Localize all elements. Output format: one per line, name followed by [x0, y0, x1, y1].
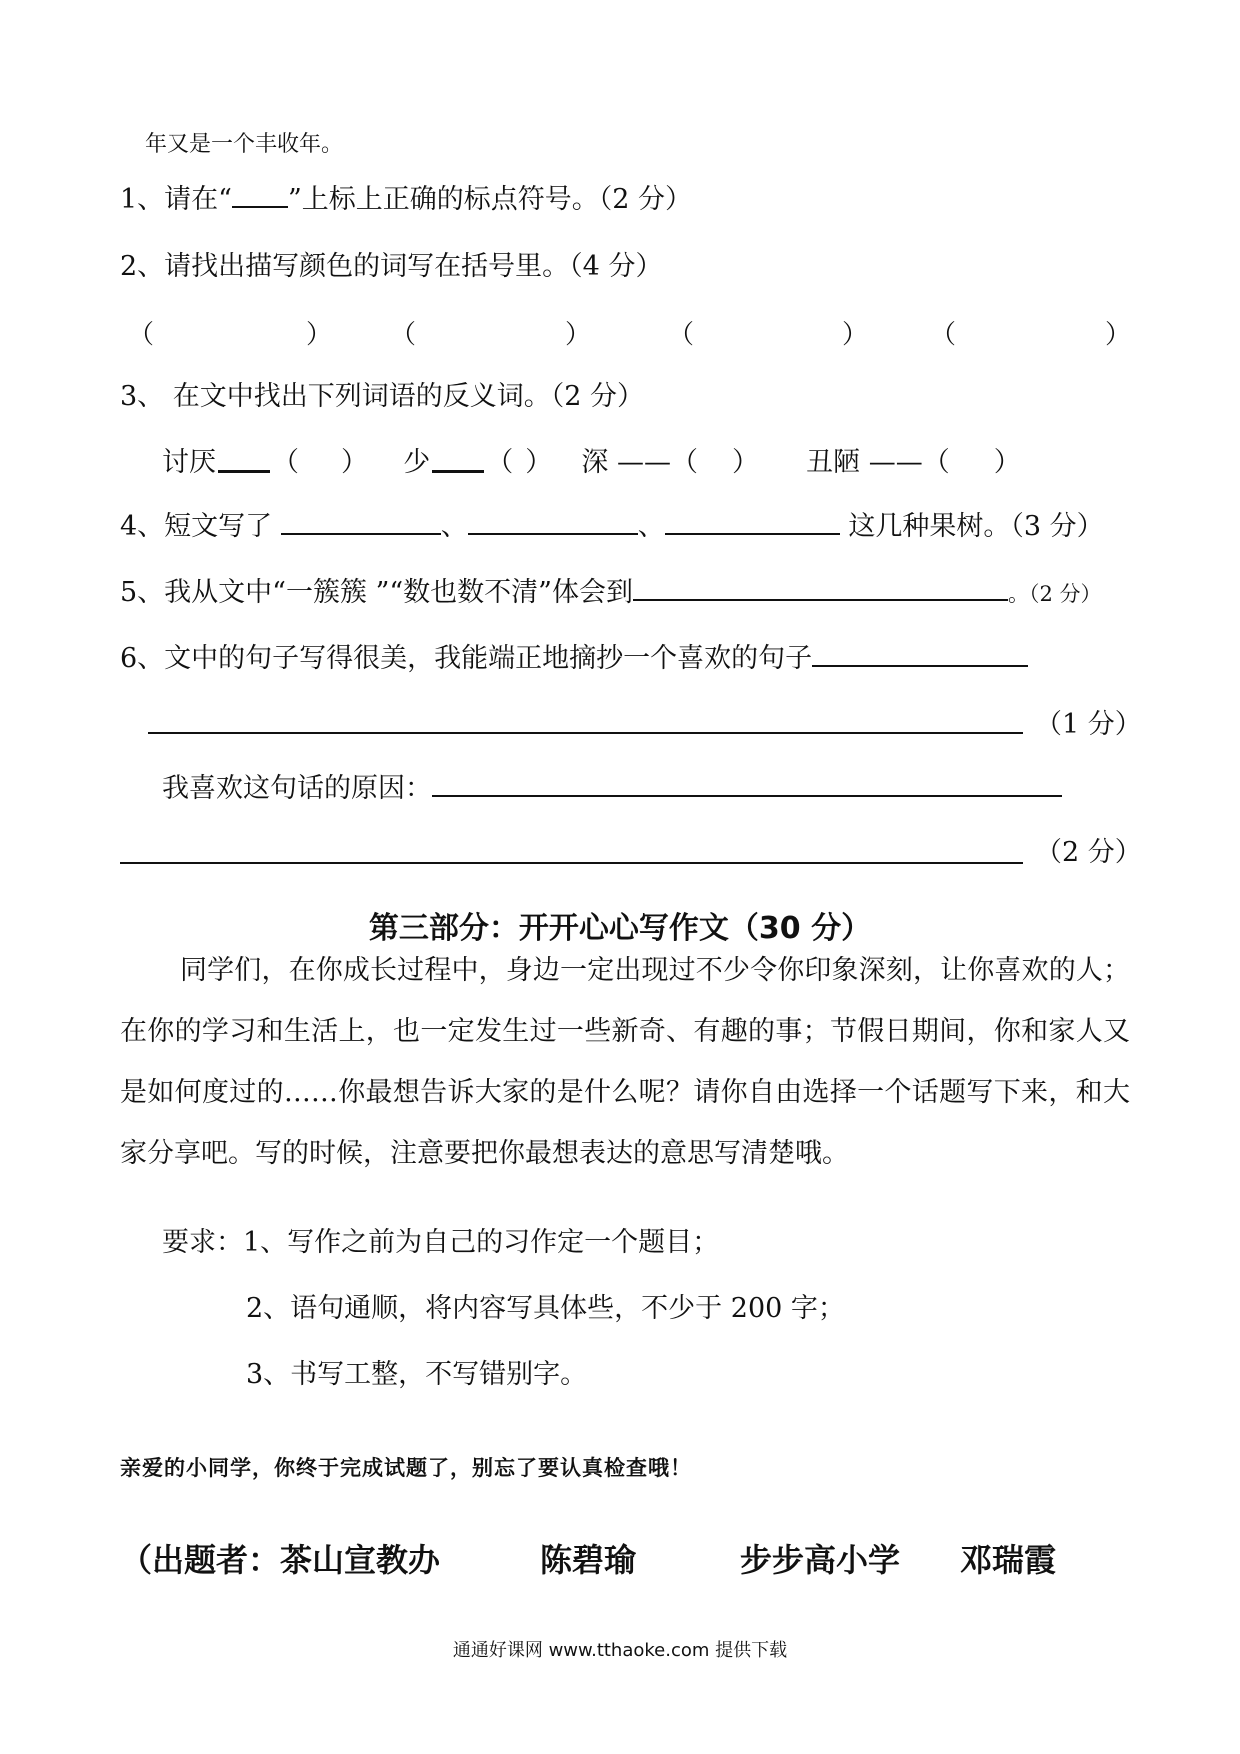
- q4-after: 这几种果树。（3 分）: [848, 511, 1104, 542]
- q1-after: ”上标上正确的标点符号。（2 分）: [287, 184, 693, 215]
- author-name-2: 邓瑞霞: [960, 1541, 1057, 1579]
- antonym-word: 讨厌: [162, 447, 216, 478]
- paren-open: （: [128, 320, 155, 350]
- antonym-word: 丑陋: [806, 447, 861, 478]
- paren-open: （: [272, 447, 299, 478]
- paren-close: ）: [525, 447, 553, 478]
- q1-before: 1、请在“: [120, 184, 232, 215]
- q4-blank-3[interactable]: [665, 511, 840, 535]
- dash: ——: [868, 447, 923, 478]
- section-3-title: 第三部分：开开心心写作文（30 分）: [368, 911, 872, 946]
- dash: [432, 454, 484, 473]
- composition-prompt: 同学们，在你成长过程中，身边一定出现过不少令你印象深刻，让你喜欢的人；在你的学习和生活上，也一定发生过一些新奇、有趣的事；节假日期间，你和家人又是如何度过的……你最想告诉大家的是什么呢？请你自由选择一个话题写下来，和大家分享吧。写的时候，注意要把你最想表达的意思写清楚哦。: [120, 955, 1130, 1169]
- q6-reason-line[interactable]: [120, 862, 1023, 864]
- question-2: 2、请找出描写颜色的词写在括号里。（4 分）: [120, 251, 663, 282]
- separator: 、: [637, 511, 665, 542]
- requirement-2: 2、语句通顺，将内容写具体些，不少于 200 字；: [246, 1293, 845, 1324]
- antonym-word: 少: [403, 447, 431, 478]
- author-credit: （出题者：茶山宣教办: [120, 1541, 441, 1579]
- requirements-label: 要求：: [162, 1227, 243, 1258]
- q3-antonym-row: [162, 446, 1021, 480]
- q6-reason-blank[interactable]: [432, 773, 1062, 797]
- author-school: 步步高小学: [740, 1541, 901, 1579]
- q6-text: 6、文中的句子写得很美，我能端正地摘抄一个喜欢的句子: [120, 643, 813, 674]
- requirement-1: [162, 1226, 719, 1260]
- separator: 、: [440, 511, 468, 542]
- q4-blank-2[interactable]: [468, 511, 638, 535]
- dash: [218, 454, 270, 473]
- question-5: [120, 576, 1102, 611]
- paren-open: （: [390, 320, 417, 350]
- paren-close: ）: [306, 320, 333, 350]
- q1-blank[interactable]: [232, 184, 288, 208]
- requirement-3: 3、书写工整，不写错别字。: [246, 1359, 588, 1390]
- q4-blank-1[interactable]: [281, 511, 441, 535]
- question-6: [120, 642, 1028, 676]
- q6-reason-label: 我喜欢这句话的原因：: [162, 773, 432, 804]
- paren-open: （: [670, 447, 698, 478]
- paren-close: ）: [731, 447, 759, 478]
- requirement-text: 1、写作之前为自己的习作定一个题目；: [243, 1227, 720, 1258]
- paren-close: ）: [1105, 320, 1132, 350]
- paren-open: （: [922, 447, 950, 478]
- q6-score-1: （1 分）: [1035, 709, 1142, 740]
- passage-ending: 年又是一个丰收年。: [145, 132, 344, 157]
- paren-close: ）: [565, 320, 592, 350]
- q6-blank-1[interactable]: [812, 643, 1028, 667]
- question-4: [120, 510, 1104, 544]
- author-name-1: 陈碧瑜: [540, 1541, 637, 1579]
- q5-blank[interactable]: [633, 577, 1008, 601]
- question-3: 3、 在文中找出下列词语的反义词。（2 分）: [120, 381, 645, 412]
- paren-open: （: [486, 447, 514, 478]
- closing-reminder: 亲爱的小同学，你终于完成试题了，别忘了要认真检查哦！: [120, 1456, 692, 1480]
- antonym-word: 深: [581, 447, 609, 478]
- paren-close: ）: [993, 447, 1021, 478]
- dash: ——: [616, 447, 671, 478]
- q6-reason-row: [162, 772, 1062, 806]
- paren-close: ）: [842, 320, 869, 350]
- q4-before: 4、短文写了: [120, 511, 273, 542]
- footer-credit: 通通好课网 www.tthaoke.com 提供下载: [452, 1640, 788, 1661]
- question-1: [120, 183, 692, 217]
- q6-score-2: （2 分）: [1035, 837, 1142, 868]
- q5-before: 5、我从文中“一簇簇 ”“数也数不清”体会到: [120, 577, 633, 608]
- paren-close: ）: [341, 447, 368, 478]
- q6-answer-line[interactable]: [148, 732, 1023, 734]
- paren-open: （: [930, 320, 957, 350]
- q5-after: 。（2 分）: [1007, 582, 1102, 606]
- paren-open: （: [668, 320, 695, 350]
